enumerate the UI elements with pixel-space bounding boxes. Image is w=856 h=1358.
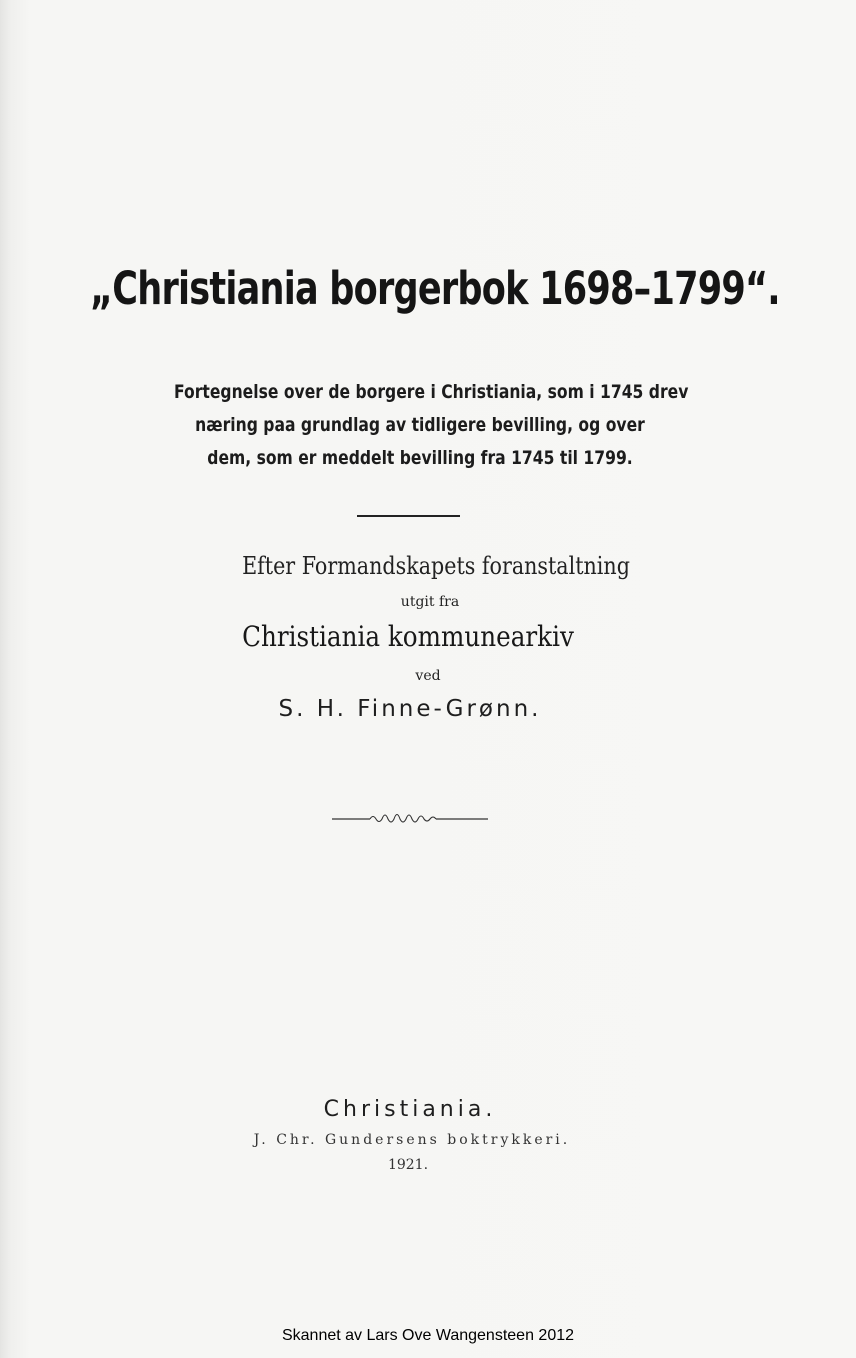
author-name: S. H. Finne-Grønn. — [278, 696, 542, 722]
divider-rule — [357, 515, 460, 517]
utgit-line: utgit fra — [400, 594, 460, 610]
scan-credit: Skannet av Lars Ove Wangensteen 2012 — [281, 1327, 575, 1344]
description — [174, 376, 689, 475]
imprint-printer: J. Chr. Gundersens boktrykkeri. — [253, 1132, 571, 1148]
description-line: Fortegnelse over de borgere i Christiania, som i 1745 drev — [174, 381, 689, 403]
archive-name: Christiania kommunearkiv — [242, 620, 574, 653]
ved-line: ved — [415, 668, 441, 684]
efter-line: Efter Formandskapets foranstaltning — [242, 552, 630, 580]
imprint-year: 1921. — [387, 1157, 429, 1173]
wavy-ornament-icon — [332, 810, 488, 826]
description-line: dem, som er meddelt bevilling fra 1745 til 1799. — [207, 447, 633, 469]
book-title: „Christiania borgerbok 1698–1799“. — [89, 262, 780, 315]
description-line: næring paa grundlag av tidligere bevilling, og over — [195, 414, 645, 436]
imprint-place: Christiania. — [323, 1097, 497, 1122]
